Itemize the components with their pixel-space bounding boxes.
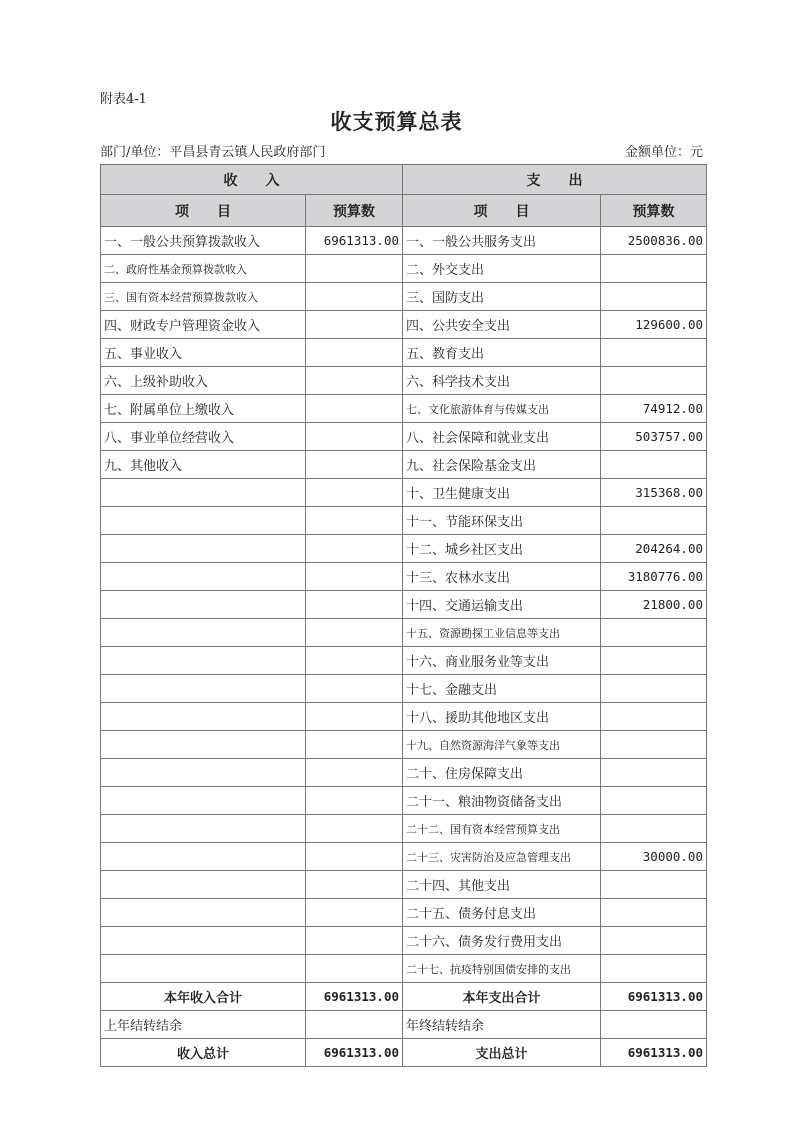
expense-item: 十八、援助其他地区支出 [403,703,601,731]
income-item [101,675,306,703]
expense-item: 二十七、抗疫特别国债安排的支出 [403,955,601,983]
income-item: 六、上级补助收入 [101,367,306,395]
expense-item: 二十四、其他支出 [403,871,601,899]
table-row [101,339,707,367]
expense-amount: 21800.00 [601,591,707,619]
table-row [101,731,707,759]
income-item [101,787,306,815]
expense-item: 二十三、灾害防治及应急管理支出 [403,843,601,871]
column-header-row [101,195,707,227]
income-amount [306,367,403,395]
expense-amount [601,759,707,787]
income-item: 九、其他收入 [101,451,306,479]
income-amount [306,619,403,647]
expense-amount: 2500836.00 [601,227,707,255]
table-row [101,311,707,339]
income-header: 收 入 [101,165,403,195]
table-row [101,507,707,535]
table-row [101,423,707,451]
income-amount [306,843,403,871]
income-item [101,955,306,983]
income-item [101,759,306,787]
income-amount [306,451,403,479]
income-amount-header: 预算数 [306,195,403,227]
expense-item: 三、国防支出 [403,283,601,311]
expense-amount [601,731,707,759]
income-item [101,479,306,507]
income-amount [306,815,403,843]
expense-amount [601,339,707,367]
expense-amount [601,787,707,815]
income-amount [306,507,403,535]
income-year-total: 6961313.00 [306,983,403,1011]
expense-amount: 503757.00 [601,423,707,451]
expense-amount [601,451,707,479]
table-row [101,815,707,843]
expense-amount [601,255,707,283]
expense-total: 6961313.00 [601,1039,707,1067]
expense-amount: 3180776.00 [601,563,707,591]
expense-item: 五、教育支出 [403,339,601,367]
income-amount [306,255,403,283]
income-amount [306,423,403,451]
table-row [101,927,707,955]
income-item: 四、财政专户管理资金收入 [101,311,306,339]
carryover-amount [306,1011,403,1039]
expense-amount [601,647,707,675]
income-item: 一、一般公共预算拨款收入 [101,227,306,255]
table-row [101,787,707,815]
expense-item: 二十一、粮油物资储备支出 [403,787,601,815]
table-row [101,647,707,675]
expense-amount [601,283,707,311]
expense-item: 八、社会保障和就业支出 [403,423,601,451]
income-amount [306,759,403,787]
income-amount [306,955,403,983]
income-item [101,731,306,759]
income-amount [306,899,403,927]
income-amount [306,927,403,955]
department-label: 部门/单位：平昌县青云镇人民政府部门 [100,145,326,160]
income-item [101,647,306,675]
expense-item: 九、社会保险基金支出 [403,451,601,479]
income-amount [306,787,403,815]
income-year-total-label: 本年收入合计 [101,983,306,1011]
table-row [101,255,707,283]
carryover-row [101,1011,707,1039]
table-row [101,535,707,563]
expense-item: 十九、自然资源海洋气象等支出 [403,731,601,759]
income-item [101,871,306,899]
table-row [101,395,707,423]
expense-item: 七、文化旅游体育与传媒支出 [403,395,601,423]
income-amount [306,703,403,731]
year-total-row [101,983,707,1011]
income-amount [306,675,403,703]
income-amount [306,647,403,675]
table-row [101,703,707,731]
expense-amount [601,927,707,955]
section-header-row [101,165,707,195]
income-amount [306,871,403,899]
expense-item: 二十六、债务发行费用支出 [403,927,601,955]
income-item [101,927,306,955]
income-item [101,703,306,731]
expense-amount: 74912.00 [601,395,707,423]
income-item: 七、附属单位上缴收入 [101,395,306,423]
table-row [101,367,707,395]
income-item-header: 项 目 [101,195,306,227]
expense-item-header: 项 目 [403,195,601,227]
table-row [101,451,707,479]
income-item [101,535,306,563]
income-amount [306,535,403,563]
expense-item: 十二、城乡社区支出 [403,535,601,563]
income-item: 二、政府性基金预算拨款收入 [101,255,306,283]
expense-header: 支 出 [403,165,707,195]
expense-amount [601,507,707,535]
income-item [101,507,306,535]
expense-amount: 315368.00 [601,479,707,507]
expense-year-total-label: 本年支出合计 [403,983,601,1011]
table-row [101,843,707,871]
income-amount [306,731,403,759]
income-amount [306,339,403,367]
table-row [101,871,707,899]
expense-amount [601,871,707,899]
income-total-label: 收入总计 [101,1039,306,1067]
grand-total-row [101,1039,707,1067]
income-item [101,843,306,871]
expense-item: 六、科学技术支出 [403,367,601,395]
income-item [101,899,306,927]
expense-amount-header: 预算数 [601,195,707,227]
table-row [101,283,707,311]
expense-item: 二、外交支出 [403,255,601,283]
expense-total-label: 支出总计 [403,1039,601,1067]
expense-amount: 204264.00 [601,535,707,563]
table-row [101,619,707,647]
income-amount [306,563,403,591]
table-row [101,675,707,703]
expense-amount [601,955,707,983]
yearend-amount [601,1011,707,1039]
expense-amount [601,899,707,927]
expense-item: 四、公共安全支出 [403,311,601,339]
page-title: 收支预算总表 [330,109,463,134]
income-amount [306,479,403,507]
expense-item: 二十二、国有资本经营预算支出 [403,815,601,843]
appendix-label: 附表4-1 [100,92,147,107]
income-item [101,591,306,619]
expense-item: 十五、资源勘探工业信息等支出 [403,619,601,647]
income-total: 6961313.00 [306,1039,403,1067]
income-amount [306,395,403,423]
table-row [101,899,707,927]
expense-item: 十一、节能环保支出 [403,507,601,535]
income-amount [306,591,403,619]
carryover-label: 上年结转结余 [101,1011,306,1039]
income-item [101,563,306,591]
yearend-label: 年终结转结余 [403,1011,601,1039]
table-row [101,955,707,983]
expense-amount [601,815,707,843]
currency-unit-label: 金额单位：元 [624,145,703,160]
expense-amount: 129600.00 [601,311,707,339]
expense-amount [601,367,707,395]
expense-item: 十三、农林水支出 [403,563,601,591]
table-row [101,479,707,507]
table-row [101,591,707,619]
table-row [101,759,707,787]
income-item: 五、事业收入 [101,339,306,367]
income-amount: 6961313.00 [306,227,403,255]
expense-item: 二十五、债务付息支出 [403,899,601,927]
expense-amount: 30000.00 [601,843,707,871]
expense-year-total: 6961313.00 [601,983,707,1011]
income-item [101,619,306,647]
table-row [101,563,707,591]
expense-item: 一、一般公共服务支出 [403,227,601,255]
income-item: 三、国有资本经营预算拨款收入 [101,283,306,311]
income-item [101,815,306,843]
expense-item: 二十、住房保障支出 [403,759,601,787]
expense-item: 十六、商业服务业等支出 [403,647,601,675]
expense-item: 十四、交通运输支出 [403,591,601,619]
income-amount [306,311,403,339]
income-amount [306,283,403,311]
expense-amount [601,619,707,647]
expense-item: 十、卫生健康支出 [403,479,601,507]
expense-item: 十七、金融支出 [403,675,601,703]
income-item: 八、事业单位经营收入 [101,423,306,451]
table-row [101,227,707,255]
expense-amount [601,703,707,731]
budget-summary-table [100,164,707,1067]
expense-amount [601,675,707,703]
